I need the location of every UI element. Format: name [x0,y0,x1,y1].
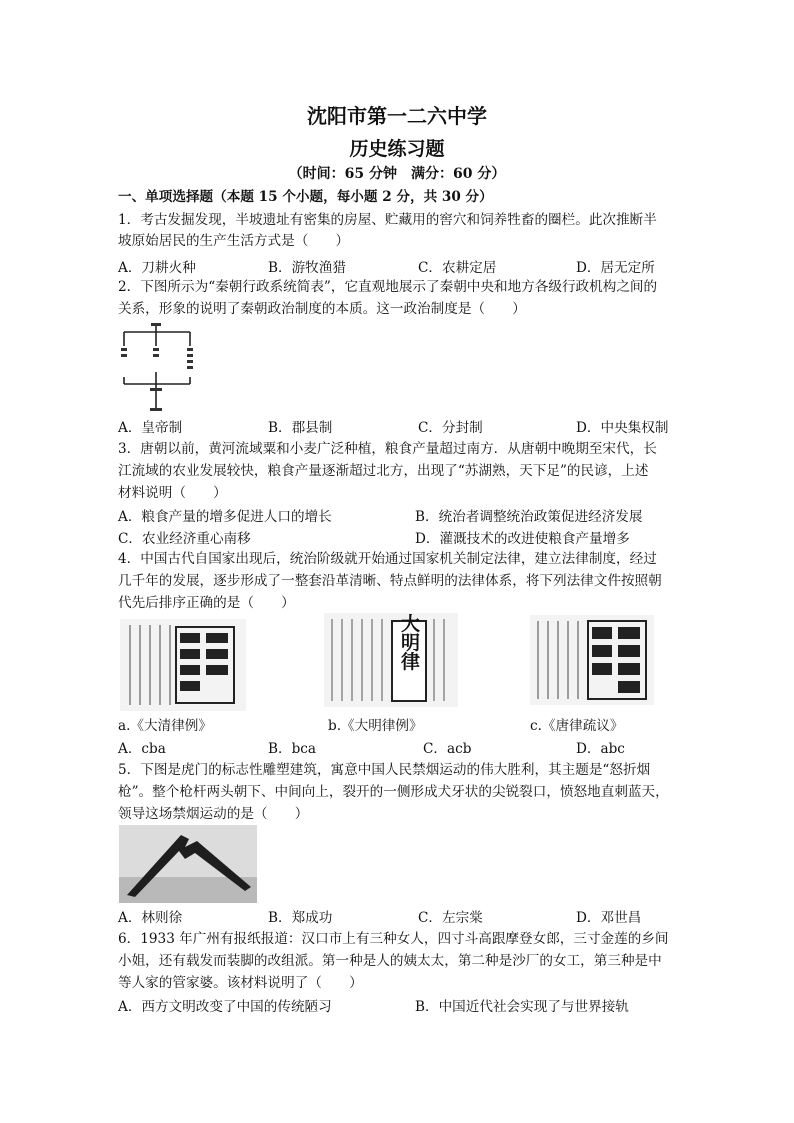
q2-line-1: 2．下图所示为“秦朝行政系统简表”，它直观地展示了秦朝中央和地方各级行政机构之间的 [118,279,658,295]
q5-line-1: 5．下图是虎门的标志性雕塑建筑，寓意中国人民禁烟运动的伟大胜利，其主题是“怒折烟 [118,762,651,778]
q5-options [118,906,688,926]
q3-options-row-1 [118,505,688,525]
exam-meta: （时间：65 分钟 满分：60 分） [288,166,506,182]
qin-admin-chart-image [118,322,196,414]
school-name: 沈阳市第一二六中学 [307,104,487,128]
q6-option-b[interactable]: B．中国近代社会实现了与世界接轨 [415,999,629,1015]
q4-caption-c: c.《唐律疏议》 [530,718,624,734]
q2-line-2: 关系，形象的说明了秦朝政治制度的本质。这一政治制度是（ ） [118,301,526,317]
q4-caption-a: a.《大清律例》 [118,718,212,734]
q1-option-d[interactable]: D．居无定所 [576,260,655,276]
q3-line-1: 3．唐朝以前，黄河流域粟和小麦广泛种植，粮食产量超过南方．从唐朝中晚期至宋代，长 [118,441,657,457]
q5-option-d[interactable]: D．邓世昌 [576,910,642,926]
humen-sculpture-image [119,825,257,903]
exam-title: 历史练习题 [349,138,445,160]
q2-option-a[interactable]: A．皇帝制 [118,420,183,436]
q1-line-2: 坡原始居民的生产生活方式是（ ） [118,233,350,249]
q6-line-1: 6．1933 年广州有报纸报道：汉口市上有三种女人，四寸斗高跟摩登女郎，三寸金莲的乡间 [118,931,669,947]
q4-line-1: 4．中国古代自国家出现后，统治阶级就开始通过国家机关制定法律，建立法律制度，经过 [118,551,657,567]
q6-option-a[interactable]: A．西方文明改变了中国的传统陋习 [118,999,332,1015]
q4-options [118,737,688,757]
q2-option-d[interactable]: D．中央集权制 [576,420,669,436]
q4-option-a[interactable]: A．cba [118,741,166,757]
q3-option-c[interactable]: C．农业经济重心南移 [118,531,251,547]
q5-option-a[interactable]: A．林则徐 [118,910,183,926]
q1-option-c[interactable]: C．农耕定居 [418,260,497,276]
q4-option-c[interactable]: C．acb [423,741,472,757]
q3-option-b[interactable]: B．统治者调整统治政策促进经济发展 [415,509,643,525]
ming-book-title: 大明律 [398,613,420,671]
q3-option-d[interactable]: D．灌溉技术的改进使粮食产量增多 [415,531,630,547]
q5-line-3: 领导这场禁烟运动的是（ ） [118,806,309,822]
q6-line-3: 等人家的管家婆。该材料说明了（ ） [118,975,363,991]
tang-lu-shu-yi-image [530,615,654,705]
q3-line-3: 材料说明（ ） [118,485,227,501]
q4-line-2: 几千年的发展，逐步形成了一整套沿革清晰、特点鲜明的法律体系，将下列法律文件按照朝 [118,573,662,589]
q5-line-2: 枪”。整个枪杆两头朝下、中间向上，裂开的一侧形成犬牙状的尖锐裂口，愤怒地直刺蓝天， [118,784,669,800]
da-ming-lu-image [324,613,458,707]
q3-options-row-2 [118,527,688,547]
q2-option-c[interactable]: C．分封制 [418,420,483,436]
q4-caption-b: b.《大明律例》 [328,718,423,734]
section-heading: 一、单项选择题（本题 15 个小题，每小题 2 分，共 30 分） [118,189,493,205]
q4-option-d[interactable]: D．abc [576,741,625,757]
q2-option-b[interactable]: B．郡县制 [268,420,333,436]
q1-options [118,256,688,276]
q6-line-2: 小姐，还有载发而装脚的改组派。第一种是人的姨太太，第二种是沙厂的女工，第三种是中 [118,953,662,969]
q4-option-b[interactable]: B．bca [268,741,317,757]
q1-option-b[interactable]: B．游牧渔猎 [268,260,346,276]
q5-option-b[interactable]: B．郑成功 [268,910,333,926]
q5-option-c[interactable]: C．左宗棠 [418,910,483,926]
da-qing-lu-li-image [120,619,246,711]
q1-option-a[interactable]: A．刀耕火种 [118,260,196,276]
q4-line-3: 代先后排序正确的是（ ） [118,595,295,611]
q6-options [118,995,688,1015]
q3-line-2: 江流域的农业发展较快，粮食产量逐渐超过北方，出现了“苏湖熟，天下足”的民谚，上述 [118,463,649,479]
q3-option-a[interactable]: A．粮食产量的增多促进人口的增长 [118,509,332,525]
q2-options [118,416,688,436]
q1-line-1: 1．考古发掘发现，半坡遗址有密集的房屋、贮藏用的窖穴和饲养牲畜的圈栏。此次推断半 [118,212,657,228]
